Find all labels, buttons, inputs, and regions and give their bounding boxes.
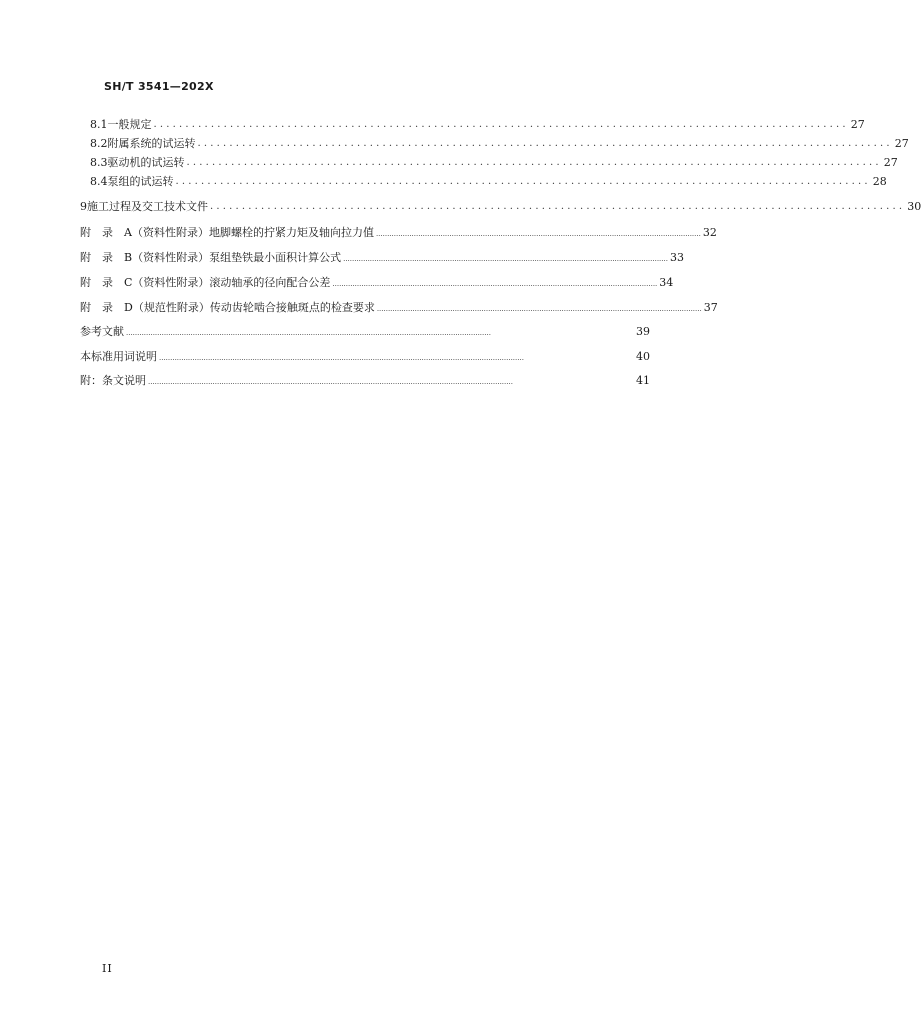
toc-entry-title: （资料性附录）滚动轴承的径向配合公差 [132,276,331,289]
toc-entry-title: （规范性附录）传动齿轮啮合接触斑点的检查要求 [132,301,375,314]
toc-entry[interactable] [80,200,921,214]
toc-entry[interactable] [90,156,898,170]
toc-leader-dots: .................................................................................................................................................. [332,280,658,288]
toc-entry-number: 附 录 A [80,226,132,239]
toc-entry[interactable] [90,137,909,151]
toc-entry-number: 附 录 D [80,301,133,314]
toc-leader-dots: ............................................................................................................. [175,176,871,187]
toc-entry[interactable] [90,175,887,189]
toc-entry-title: 泵组的试运转 [107,175,174,188]
toc-entry-title: 驱动机的试运转 [107,156,185,169]
toc-entry-number: 附 录 B [80,251,133,264]
toc-leader-dots: ............................................................................................................. [197,138,893,149]
toc-entry-page: 27 [894,137,909,150]
toc-entry[interactable] [90,118,865,132]
toc-entry-number: 8.2 [90,137,108,150]
toc-leader-dots: .................................................................................................................................................. [343,255,668,263]
toc-leader-dots: .................................................................................................................................................................... [148,378,513,386]
toc-entry-page: 27 [850,118,865,131]
toc-entry-title: 参考文献 [80,325,124,338]
document-id-header: SH/T 3541—202X [104,80,214,93]
toc-entry-number: 8.4 [90,175,108,188]
toc-entry-page: 39 [636,325,650,338]
toc-entry[interactable] [80,226,717,240]
toc-entry-page: 33 [669,251,684,264]
toc-entry[interactable] [80,276,674,290]
toc-entry-page: 30 [907,200,921,213]
toc-entry[interactable] [80,251,684,265]
toc-entry-number: 9 [80,200,87,213]
toc-entry-page: 34 [659,276,674,289]
toc-entry[interactable] [80,301,718,315]
toc-leader-dots: .................................................................................................................................................................... [159,354,524,362]
toc-entry-title: 本标准用词说明 [80,350,157,363]
toc-entry-page: 40 [636,350,650,363]
toc-entry-number: 8.3 [90,156,108,169]
toc-entry-number: 附 录 C [80,276,133,289]
toc-leader-dots: .................................................................................................................................................................... [126,329,491,337]
toc-entry[interactable] [80,374,650,388]
toc-entry-title: （资料性附录）地脚螺栓的拧紧力矩及轴向拉力值 [131,226,374,239]
toc-entry-title: 附：条文说明 [80,374,146,387]
toc-leader-dots: ............................................................................................................. [153,119,849,130]
toc-entry[interactable] [80,350,650,364]
toc-entry-number: 8.1 [90,118,108,131]
toc-leader-dots: .................................................................................................................................................. [375,230,701,238]
toc-entry-title: （资料性附录）泵组垫铁最小面积计算公式 [132,251,342,264]
toc-entry-page: 41 [636,374,650,387]
toc-entry[interactable] [80,325,650,339]
page-number-footer: II [102,962,113,975]
toc-entry-title: 施工过程及交工技术文件 [87,200,208,213]
toc-leader-dots: ............................................................................................................. [210,201,906,212]
toc-leader-dots: .................................................................................................................................................. [376,305,702,313]
toc-entry-title: 一般规定 [107,118,152,131]
toc-leader-dots: ............................................................................................................. [186,157,882,168]
toc-entry-page: 27 [883,156,898,169]
toc-entry-page: 32 [702,226,717,239]
toc-entry-page: 37 [703,301,718,314]
toc-entry-title: 附属系统的试运转 [107,137,196,150]
toc-entry-page: 28 [872,175,887,188]
